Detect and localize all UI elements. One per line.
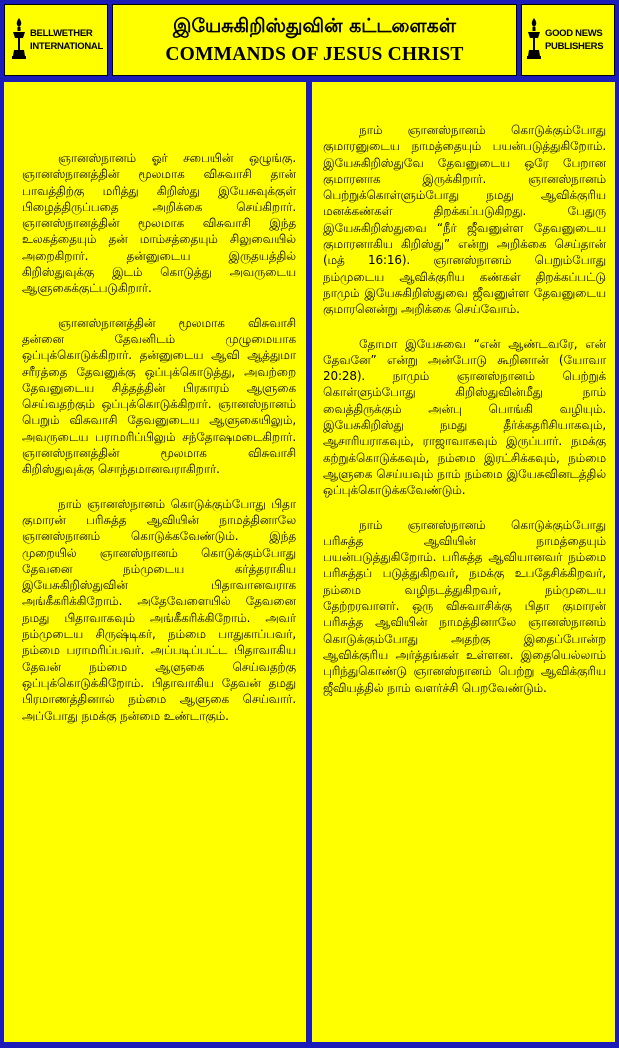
bellwether-logo <box>4 4 108 76</box>
good-news-logo-text: GOOD NEWS PUBLISHERS <box>545 28 604 52</box>
bellwether-logo-text: BELLWETHER INTERNATIONAL <box>30 28 103 52</box>
paragraph: ஞானஸ்நானத்தின் மூலமாக விசுவாசி தன்னை தேவனிடம் முழுமையாக ஒப்புக்கொடுக்கிறார். தன்னுடைய ஆவி ஆத்துமா சரீரத்தை தேவனுக்கு ஒப்புக்கொடுத்து, அவற்றை தேவனுடைய சித்தத்தின் பிரகாரம் ஆளுகை செய்வதற்கும் ஒப்புக்கொடுக்கிறார். ஞானஸ்நானம் பெறும் விசுவாசி தேவனுடைய ஆளுகையிலும், அவருடைய பராமரிப்பிலும் சந்தோஷமடைகிறார். ஞானஸ்நானத்தின் மூலமாக விசுவாசி கிறிஸ்துவுக்கு சொந்தமானவராகிறார். <box>22 315 296 477</box>
title-english: COMMANDS OF JESUS CHRIST <box>165 44 464 65</box>
lamp-icon <box>526 16 542 64</box>
right-column <box>312 82 615 1042</box>
paragraph: நாம் ஞானஸ்நானம் கொடுக்கும்போது குமாரனுடைய நாமத்தையும் பயன்படுத்துகிறோம். இயேசுகிறிஸ்துவே தேவனுடைய ஒரே பேறான குமாரனாக இருக்கிறார். ஞானஸ்நானம் பெற்றுக்கொள்ளும்போது நமது ஆவிக்குரிய மனக்கண்கள் திறக்கப்படுகிறது. பேதுரு இயேசுகிறிஸ்துவை “நீர் ஜீவனுள்ள தேவனுடைய குமாரனாகிய கிறிஸ்து” என்று அறிக்கை செய்தான் (மத் 16:16). ஞானஸ்நானம் பெறும்போது நம்முடைய ஆவிக்குரிய கண்கள் திறக்கப்பட்டு நாமும் இயேசுகிறிஸ்துவை ஜீவனுள்ள தேவனுடைய குமாரனென்று அறிக்கை செய்வோம். <box>323 123 606 317</box>
paragraph: நாம் ஞானஸ்நானம் கொடுக்கும்போது பிதா குமாரன் பரிசுத்த ஆவியின் நாமத்தினாலே ஞானஸ்நானம் கொடுக்கவேண்டும். இந்த முறையில் ஞானஸ்நானம் கொடுக்கும்போது தேவனை நம்முடைய கர்த்தராகிய இயேசுகிறிஸ்துவின் பிதாவானவராக அங்கீகரிக்கிறோம். அதேவேளையில் தேவனை நமது பிதாவாகவும் அங்கீகரிக்கிறோம். அவர் நம்முடைய சிருஷ்டிகர், நம்மை பாதுகாப்பவர், நம்மை பராமரிப்பவர். அப்படிப்பட்ட பிதாவாகிய தேவன் நம்மை ஆளுகை செய்வதற்கு ஒப்புக்கொடுக்கிறோம். பிதாவாகிய தேவன் தமது பிரமாணத்தினால் நம்மை ஆளுகை செய்வார். அப்போது நமக்கு நன்மை உண்டாகும். <box>22 496 296 723</box>
page-title <box>112 4 517 76</box>
good-news-logo <box>521 4 615 76</box>
left-column <box>4 82 306 1042</box>
paragraph: நாம் ஞானஸ்நானம் கொடுக்கும்போது பரிசுத்த ஆவியின் நாமத்தையும் பயன்படுத்துகிறோம். பரிசுத்த ஆவியானவர் நம்மை பரிசுத்தப் படுத்துகிறவர், நமக்கு உபதேசிக்கிறவர், நம்மை வழிநடத்துகிறவர், நம்முடைய தேற்றரவாளர். ஒரு விசுவாசிக்கு பிதா குமாரன் பரிசுத்த ஆவியின் நாமத்தினாலே ஞானஸ்நானம் கொடுக்கும்போது அதற்கு இதைப்போன்ற ஆவிக்குரிய அர்த்தங்கள் உள்ளன. இதையெல்லாம் புரிந்துகொண்டு ஞானஸ்நானம் பெற்று ஆவிக்குரிய ஜீவியத்தில் நாம் வளர்ச்சி பெறவேண்டும். <box>323 517 606 695</box>
paragraph: ஞானஸ்நானம் ஓர் சபையின் ஒழுங்கு. ஞானஸ்நானத்தின் மூலமாக விசுவாசி தான் பாவத்திற்கு மரித்து கிறிஸ்து இயேசுவுக்குள் பிழைத்திருப்பதை அறிக்கை செய்கிறார். ஞானஸ்நானத்தின் மூலமாக விசுவாசி இந்த உலகத்தையும் தன் மாம்சத்தையும் சிலுவையில் அறைகிறார். தன்னுடைய இருதயத்தில் கிறிஸ்துவுக்கு இடம் கொடுத்து அவருடைய ஆளுகைக்குட்படுகிறார். <box>22 151 296 296</box>
paragraph: தோமா இயேசுவை “என் ஆண்டவரே, என் தேவனே” என்று அன்போடு கூறினான் (யோவா 20:28). நாமும் ஞானஸ்நானம் பெற்றுக் கொள்ளும்போது கிறிஸ்துவின்மீது நாம் வைத்திருக்கும் அன்பு பொங்கி வழியும். இயேசுகிறிஸ்து நமது தீர்க்கதரிசியாகவும், ஆசாரியராகவும், ராஜாவாகவும் இருப்பார். நமக்கு கற்றுக்கொடுக்கவும், நம்மை இரட்சிக்கவும், நம்மை ஆளுகை செய்யவும் நாம் நம்மை இயேசுவினடத்தில் ஒப்புக்கொடுக்கவேண்டும். <box>323 336 606 498</box>
lamp-icon <box>11 16 27 64</box>
title-tamil: இயேசுகிறிஸ்துவின் கட்டளைகள் <box>173 15 456 37</box>
